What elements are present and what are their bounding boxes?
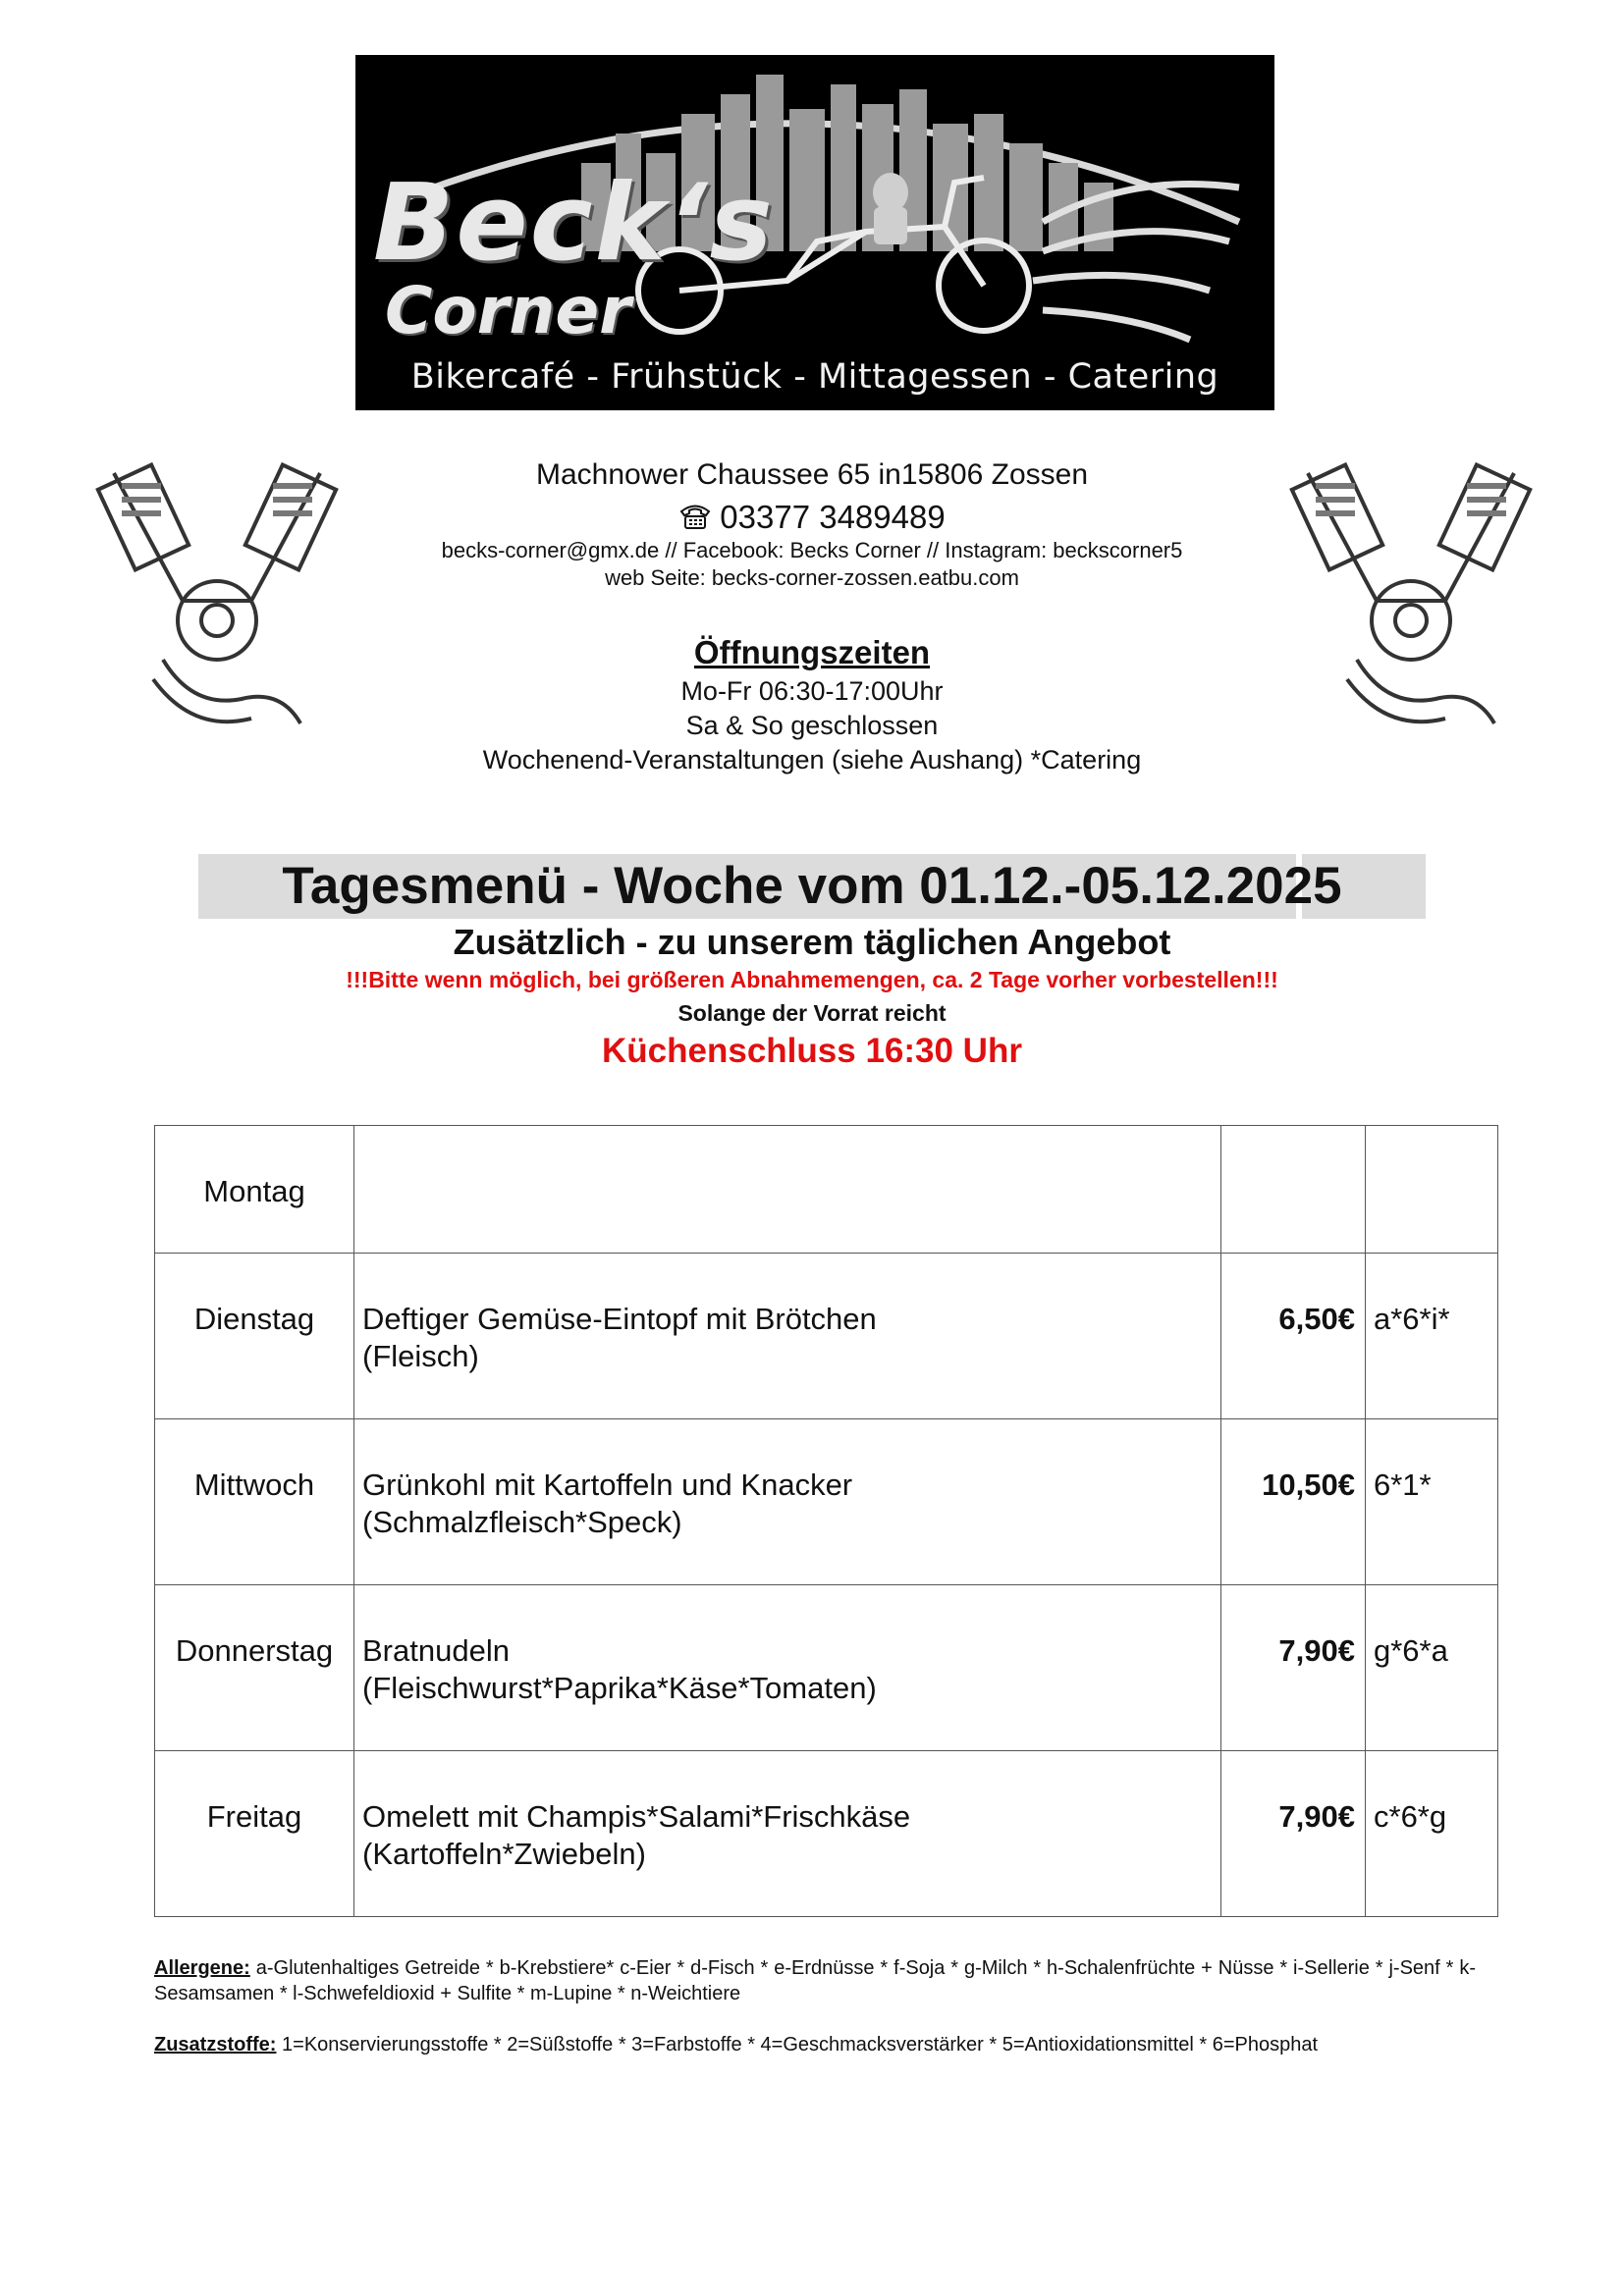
additives-legend	[154, 2032, 1476, 2057]
opening-hours-weekend: Sa & So geschlossen	[685, 711, 939, 740]
dish-name: Omelett mit Champis*Salami*Frischkäse	[362, 1799, 911, 1834]
additives-label: Zusatzstoffe:	[154, 2034, 277, 2056]
additives-text: 1=Konservierungsstoffe * 2=Süßstoffe * 3=Farbstoffe * 4=Geschmacksverstärker * 5=Antioxidationsmittel * 6=Phosphat	[276, 2034, 1319, 2056]
dish-allergens: g*6*a	[1374, 1633, 1448, 1668]
menu-subtitle: Zusätzlich - zu unserem täglichen Angebot	[453, 922, 1171, 962]
dish-price	[1221, 1126, 1355, 1173]
dish-price: 7,90€	[1278, 1633, 1355, 1668]
dish-name: Grünkohl mit Kartoffeln und Knacker	[362, 1468, 853, 1502]
dish-allergens: 6*1*	[1374, 1468, 1432, 1502]
day-name: Freitag	[206, 1799, 302, 1834]
availability-note: Solange der Vorrat reicht	[677, 1000, 947, 1026]
table-row	[155, 1419, 1498, 1585]
dish-allergens: c*6*g	[1374, 1799, 1447, 1834]
table-row	[155, 1585, 1498, 1751]
allergens-legend	[154, 1955, 1476, 2006]
logo	[355, 55, 1274, 410]
phone-icon	[678, 501, 712, 538]
dish-price: 10,50€	[1262, 1468, 1355, 1502]
opening-hours-weekdays: Mo-Fr 06:30-17:00Uhr	[680, 676, 944, 706]
dish-note: (Fleisch)	[362, 1339, 479, 1373]
dish-allergens	[1374, 1126, 1497, 1173]
phone-line	[0, 499, 1624, 538]
day-name: Montag	[203, 1174, 305, 1208]
social-links: becks-corner@gmx.de // Facebook: Becks Corner // Instagram: beckscorner5	[441, 538, 1183, 562]
dish-price: 6,50€	[1278, 1302, 1355, 1336]
kitchen-close-time: Küchenschluss 16:30 Uhr	[602, 1032, 1022, 1070]
table-row	[155, 1126, 1498, 1254]
logo-brand-name: Beck‘s	[373, 162, 775, 285]
opening-hours-events: Wochenend-Veranstaltungen (siehe Aushang) *Catering	[482, 745, 1142, 774]
weekly-menu-table	[154, 1125, 1498, 1917]
allergens-label: Allergene:	[154, 1957, 250, 1979]
website: web Seite: becks-corner-zossen.eatbu.com	[605, 565, 1019, 590]
menu-title: Tagesmenü - Woche vom 01.12.-05.12.2025	[198, 854, 1426, 919]
dish-allergens: a*6*i*	[1374, 1302, 1450, 1336]
dish-note: (Fleischwurst*Paprika*Käse*Tomaten)	[362, 1671, 877, 1705]
logo-brand-corner: Corner	[385, 273, 631, 348]
day-name: Dienstag	[193, 1302, 315, 1336]
logo-tagline: Bikercafé - Frühstück - Mittagessen - Catering	[410, 357, 1219, 397]
dish-price: 7,90€	[1278, 1799, 1355, 1834]
opening-hours-heading: Öffnungszeiten	[693, 634, 931, 670]
address: Machnower Chaussee 65 in15806 Zossen	[535, 458, 1089, 491]
dish-note: (Kartoffeln*Zwiebeln)	[362, 1837, 646, 1871]
phone-number: 03377 3489489	[720, 499, 946, 535]
preorder-notice: !!!Bitte wenn möglich, bei größeren Abnahmemengen, ca. 2 Tage vorher vorbestellen!!!	[346, 967, 1278, 992]
dish-name: Deftiger Gemüse-Eintopf mit Brötchen	[362, 1302, 877, 1336]
day-name: Mittwoch	[193, 1468, 315, 1502]
day-name: Donnerstag	[175, 1633, 334, 1668]
table-row	[155, 1751, 1498, 1917]
allergens-text: a-Glutenhaltiges Getreide * b-Krebstiere* c-Eier * d-Fisch * e-Erdnüsse * f-Soja * g-Milch * h-Schalenfrüchte + Nüsse * i-Sellerie * j-Senf * k-Sesamsamen * l-Schwefeldioxid + Sulfite * m-Lupine * n-Weichtiere	[154, 1957, 1476, 2004]
dish-note: (Schmalzfleisch*Speck)	[362, 1505, 682, 1539]
dish-name: Bratnudeln	[362, 1633, 510, 1668]
table-row	[155, 1254, 1498, 1419]
